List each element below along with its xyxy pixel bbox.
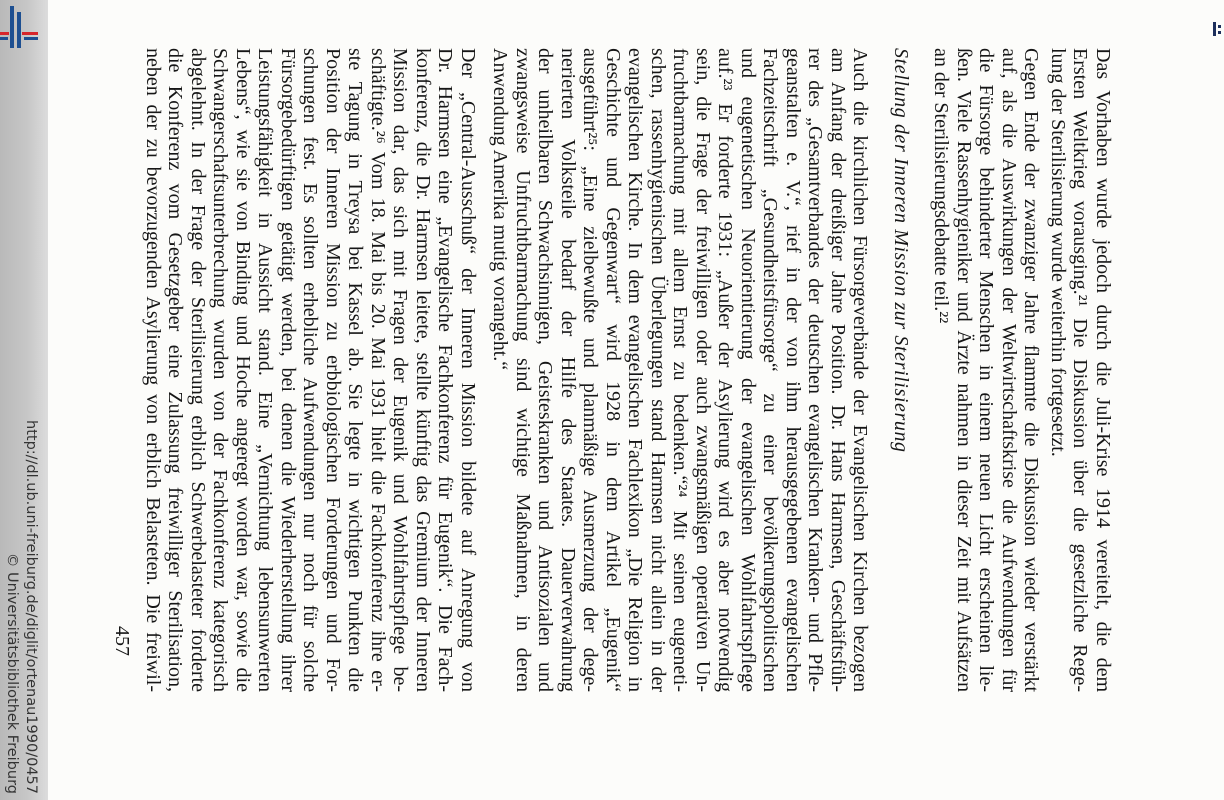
- library-logo-icon: [0, 2, 40, 50]
- text-line: Lebens“, wie sie von Binding und Hoche angeregt worden war, sowie die: [232, 48, 254, 692]
- text-line: rer des „Gesamtverbandes der deutschen evangelischen Kranken- und Pfle-: [804, 48, 827, 692]
- text-line: nerierten Volksteile bedarf der Hilfe des Staates. Dauerverwahrung: [557, 48, 579, 692]
- text-line: schungen fest. Es sollten erhebliche Aufwendungen nur noch für solche: [299, 48, 322, 692]
- text-line: abgelehnt. In der Frage der Sterilisierung erblich Schwerbelasteter forderte: [187, 48, 209, 692]
- text-line: lung der Sterilisierung wurde weiterhin fortgesetzt.: [1047, 48, 1069, 457]
- text-line: Fachzeitschrift „Gesundheitsfürsorge“ zu einer bevölkerungspolitischen: [759, 48, 782, 692]
- page-edge-marker-icon: [1211, 20, 1223, 38]
- text-line: evangelischen Kirche. In dem evangelischen Fachlexikon „Die Religion in: [624, 48, 647, 692]
- text-line: auf, als die Auswirkungen der Weltwirtschaftskrise die Aufwendungen für: [998, 48, 1020, 692]
- text-line: schen, rassenhygienischen Überlegungen stand Harmsen nicht allein in der: [647, 48, 669, 692]
- text-line: Geschichte und Gegenwart“ wird 1928 in dem Artikel „Eugenik“: [602, 48, 624, 692]
- text-line: Mission dar, das sich mit Fragen der Eugenik und Wohlfahrtspflege be-: [389, 48, 412, 692]
- page-body: [142, 48, 1115, 692]
- text-line: sein, die Frage der freiwilligen oder auch zwangsmäßigen operativen Un-: [692, 48, 714, 692]
- text-line: der unheilbaren Schwachsinnigen, Geisteskranken und Antisozialen und: [534, 48, 557, 692]
- paragraph: [1047, 48, 1115, 692]
- text-line: die Konferenz vom Gesetzgeber eine Zulassung freiwilliger Sterilisation,: [164, 48, 187, 692]
- text-line: Ersten Weltkrieg vorausging.²¹ Die Diskussion über die gesetzliche Rege-: [1069, 48, 1092, 692]
- watermark-copyright: © Universitätsbibliothek Freiburg: [4, 552, 20, 794]
- page-number: 457: [111, 626, 133, 656]
- text-line: Anwendung Amerika mutig vorangeht.“: [489, 48, 512, 371]
- text-line: geanstalten e. V.“, rief in der von ihm herausgegebenen evangelischen: [782, 48, 804, 692]
- text-line: ßen. Viele Rassenhygieniker und Ärzte nahmen in dieser Zeit mit Aufsätzen: [953, 48, 975, 692]
- paragraph: [930, 48, 1043, 692]
- paragraph: [489, 48, 872, 692]
- text-line: am Anfang der dreißiger Jahre Position. Dr. Hans Harmsen, Geschäftsfüh-: [827, 48, 849, 692]
- text-line: und eugenetischen Neuorientierung der evangelischen Wohlfahrtspflege: [737, 48, 759, 692]
- text-line: zwangsweise Unfruchtbarmachung sind wichtige Maßnahmen, in deren: [512, 48, 534, 692]
- text-line: Der „Central-Ausschuß“ der Inneren Mission bildete auf Anregung von: [457, 48, 479, 692]
- text-line: Gegen Ende der zwanziger Jahre flammte die Diskussion wieder verstärkt: [1020, 48, 1043, 692]
- text-line: die Fürsorge behinderter Menschen in einem neuen Licht erscheinen lie-: [975, 48, 998, 692]
- text-line: Leistungsfähigkeit in Aussicht stand. Eine „Vernichtung lebensunwerten: [254, 48, 277, 692]
- text-line: an der Sterilisierungsdebatte teil.²²: [930, 48, 953, 324]
- text-line: ste Tagung in Treysa bei Kassel ab. Sie legte in wichtigen Punkten die: [344, 48, 367, 692]
- text-line: konferenz, die Dr. Harmsen leitete, stellte künftig das Gremium der Inneren: [412, 48, 434, 692]
- section-heading: Stellung der Inneren Mission zur Sterilisierung: [890, 48, 912, 453]
- text-line: neben der zu bevorzugenden Asylierung von erblich Belasteten. Die freiwil-: [142, 48, 164, 692]
- paragraph: [142, 48, 480, 692]
- text-line: auf.²³ Er forderte 1931: „Außer der Asylierung wird es aber notwendig: [714, 48, 737, 692]
- watermark-url: http://dl.ub.uni-freiburg.de/diglit/ortenau1990/0457: [23, 420, 39, 794]
- text-line: schäftigte.²⁶ Vom 18. Mai bis 20. Mai 1931 hielt die Fachkonferenz ihre er-: [367, 48, 389, 692]
- text-line: Auch die kirchlichen Fürsorgeverbände der Evangelischen Kirchen bezogen: [849, 48, 872, 692]
- text-line: ausgeführt²⁵: „Eine zielbewußte und planmäßige Ausmerzung der dege-: [579, 48, 602, 692]
- text-line: Schwangerschaftsunterbrechung wurden von der Fachkonferenz kategorisch: [209, 48, 232, 692]
- text-line: Fürsorgebedürftigen getätigt werden, bei denen die Wiederherstellung ihrer: [277, 48, 299, 692]
- text-line: fruchtbarmachung mit allem Ernst zu bedenken.“²⁴ Mit seinen eugeneti-: [669, 48, 692, 692]
- text-line: Dr. Harmsen eine „Evangelische Fachkonferenz für Eugenik“. Die Fach-: [434, 48, 457, 692]
- text-line: Das Vorhaben wurde jedoch durch die Juli-Krise 1914 vereitelt, die dem: [1092, 48, 1114, 692]
- text-line: Position der Inneren Mission zu erbbiologischen Forderungen und For-: [322, 48, 344, 692]
